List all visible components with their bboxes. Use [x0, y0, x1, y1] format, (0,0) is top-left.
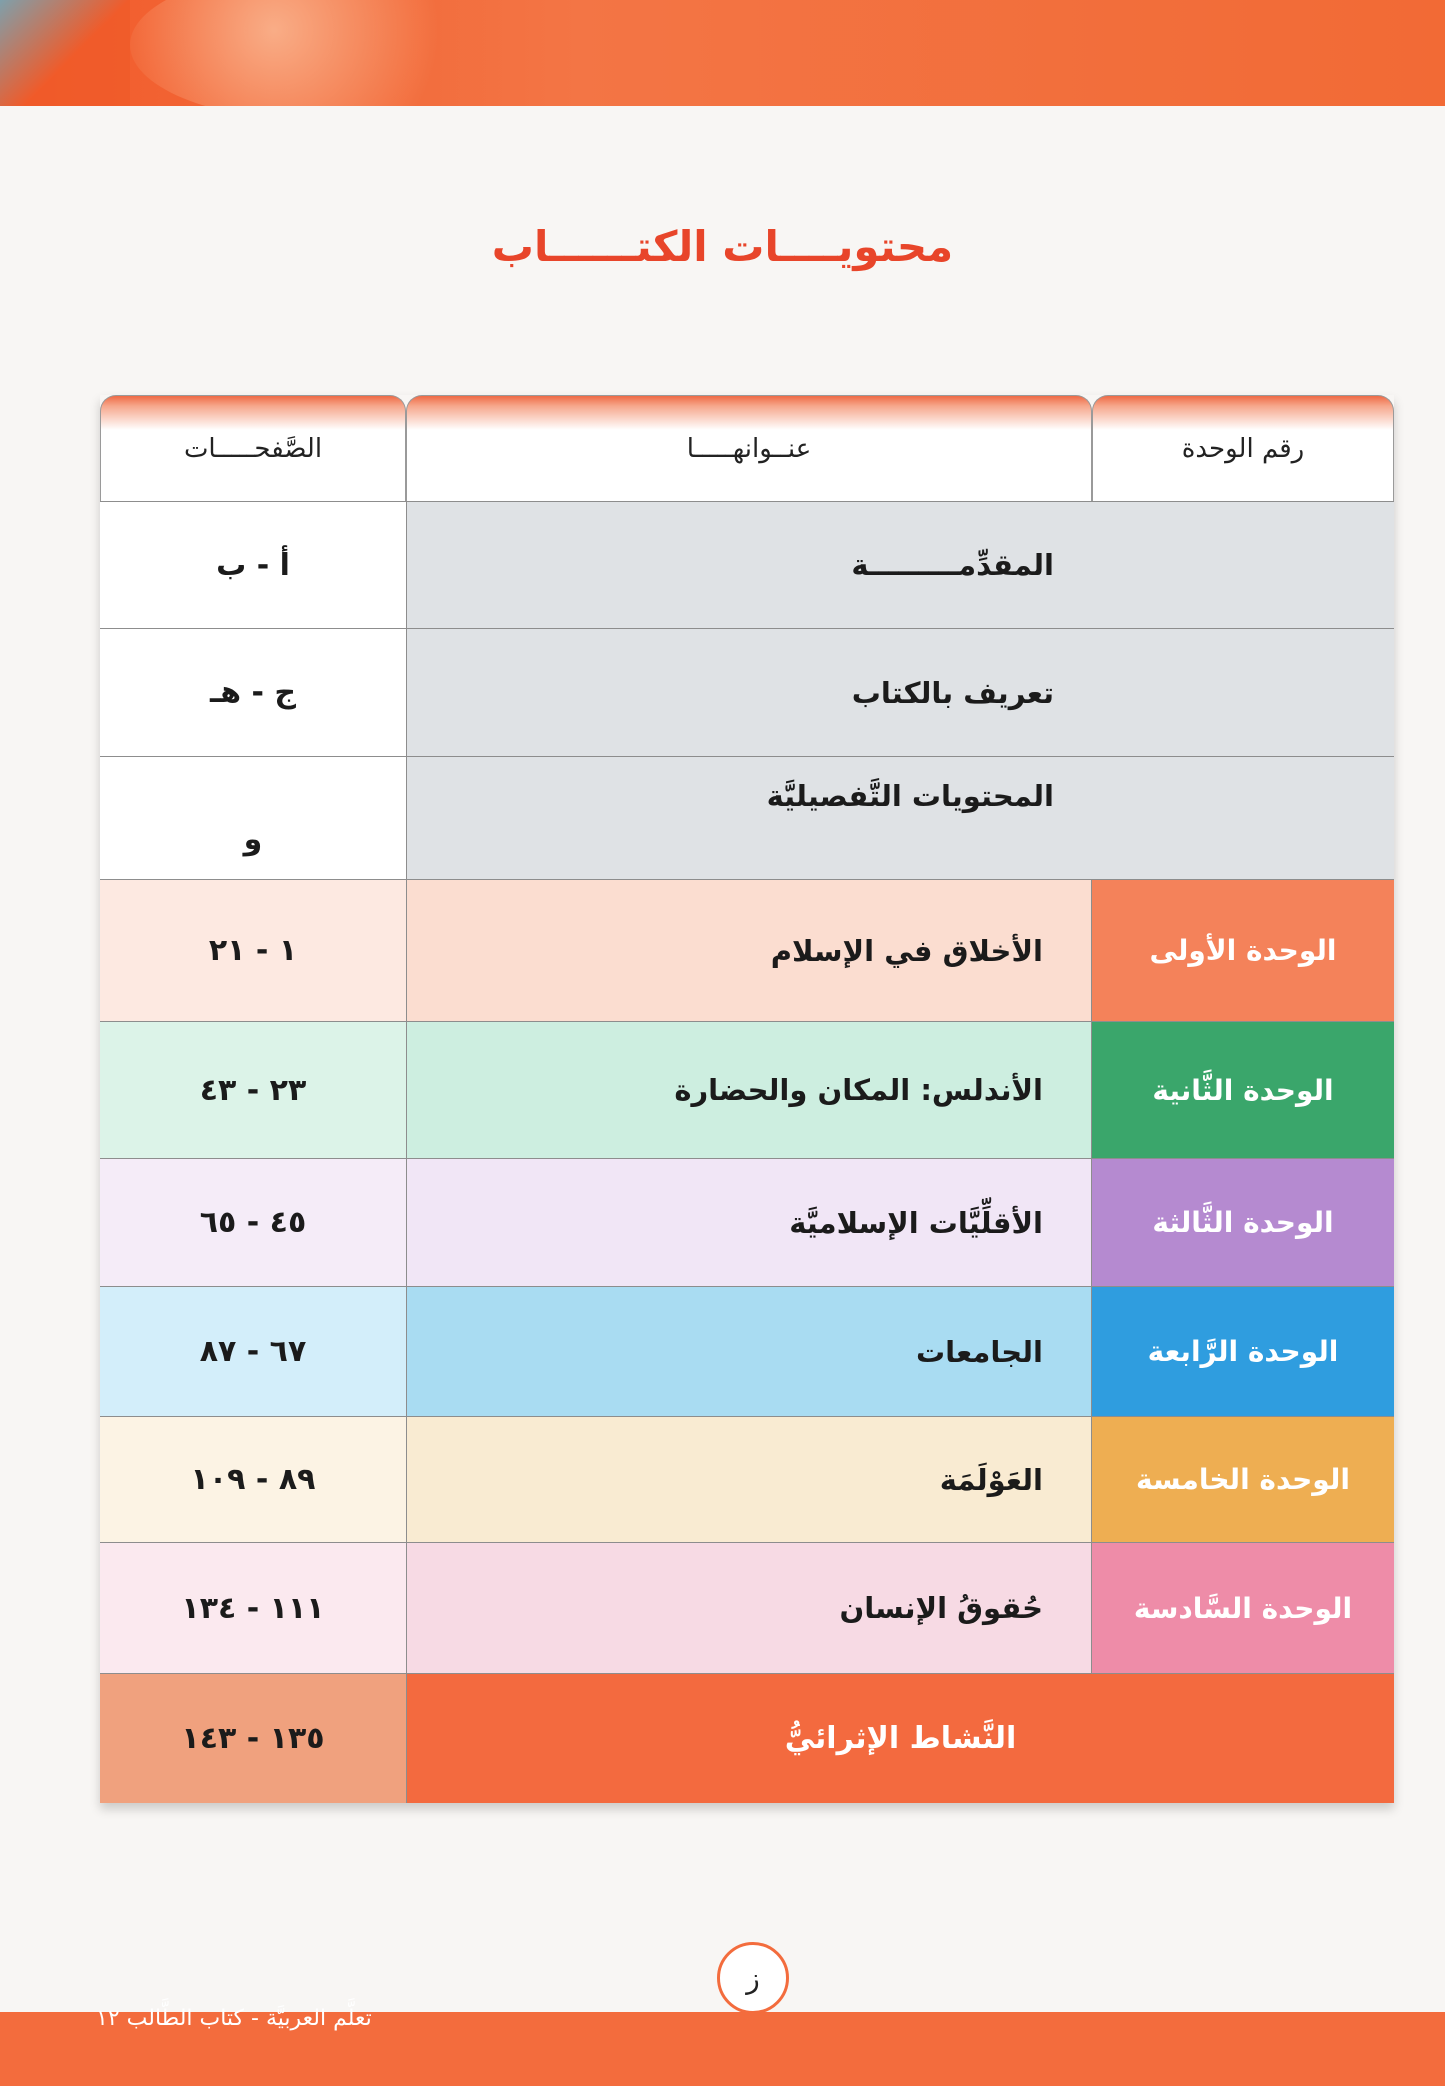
- row-pages: و: [100, 757, 406, 879]
- table-row: [100, 1021, 1394, 1158]
- top-decorative-band: [0, 0, 1445, 106]
- table-row: [100, 501, 1394, 628]
- unit-title: الأقلِّيَّات الإسلاميَّة: [406, 1159, 1092, 1286]
- unit-pages: ٨٩ - ١٠٩: [100, 1417, 406, 1542]
- calligraphy-ornament: [130, 0, 490, 106]
- footer-book-title: تعلَّم العربيَّة - كتاب الطَّالب ١٢: [96, 2006, 372, 2031]
- row-pages: أ - ب: [100, 502, 406, 628]
- table-row: [100, 879, 1394, 1021]
- unit-label: الوحدة الثَّالثة: [1092, 1159, 1394, 1286]
- row-pages: ج - هـ: [100, 629, 406, 756]
- unit-label: الوحدة الخامسة: [1092, 1417, 1394, 1542]
- unit-title: الجامعات: [406, 1287, 1092, 1416]
- table-row: [100, 1673, 1394, 1803]
- page-title: محتويــــات الكتــــــاب: [491, 222, 954, 271]
- corner-ornament: [0, 0, 130, 106]
- header-pages: الصَّفحـــــات: [100, 395, 406, 501]
- row-title: المحتويات التَّفصيليَّة: [406, 757, 1394, 879]
- unit-pages: ٦٧ - ٨٧: [100, 1287, 406, 1416]
- unit-pages: ١١١ - ١٣٤: [100, 1543, 406, 1673]
- header-unit: رقم الوحدة: [1092, 395, 1394, 501]
- activity-pages: ١٣٥ - ١٤٣: [100, 1674, 406, 1803]
- table-row: [100, 756, 1394, 879]
- row-title: تعريف بالكتاب: [406, 629, 1394, 756]
- page-number: ز: [717, 1942, 789, 2014]
- unit-label: الوحدة الأولى: [1092, 880, 1394, 1021]
- table-row: [100, 628, 1394, 756]
- row-title: المقدِّمـــــــــة: [406, 502, 1394, 628]
- table-row: [100, 1158, 1394, 1286]
- unit-label: الوحدة الثَّانية: [1092, 1022, 1394, 1158]
- unit-title: حُقوقُ الإنسان: [406, 1543, 1092, 1673]
- unit-title: الأخلاق في الإسلام: [406, 880, 1092, 1021]
- unit-title: العَوْلَمَة: [406, 1417, 1092, 1542]
- unit-label: الوحدة الرَّابعة: [1092, 1287, 1394, 1416]
- table-row: [100, 1286, 1394, 1416]
- contents-table: [100, 395, 1394, 1803]
- table-row: [100, 1416, 1394, 1542]
- table-row: [100, 1542, 1394, 1673]
- unit-label: الوحدة السَّادسة: [1092, 1543, 1394, 1673]
- unit-title: الأندلس: المكان والحضارة: [406, 1022, 1092, 1158]
- unit-pages: ٢٣ - ٤٣: [100, 1022, 406, 1158]
- unit-pages: ١ - ٢١: [100, 880, 406, 1021]
- header-title: عنــوانهـــــا: [406, 395, 1092, 501]
- activity-title: النَّشاط الإثرائيُّ: [406, 1674, 1394, 1803]
- unit-pages: ٤٥ - ٦٥: [100, 1159, 406, 1286]
